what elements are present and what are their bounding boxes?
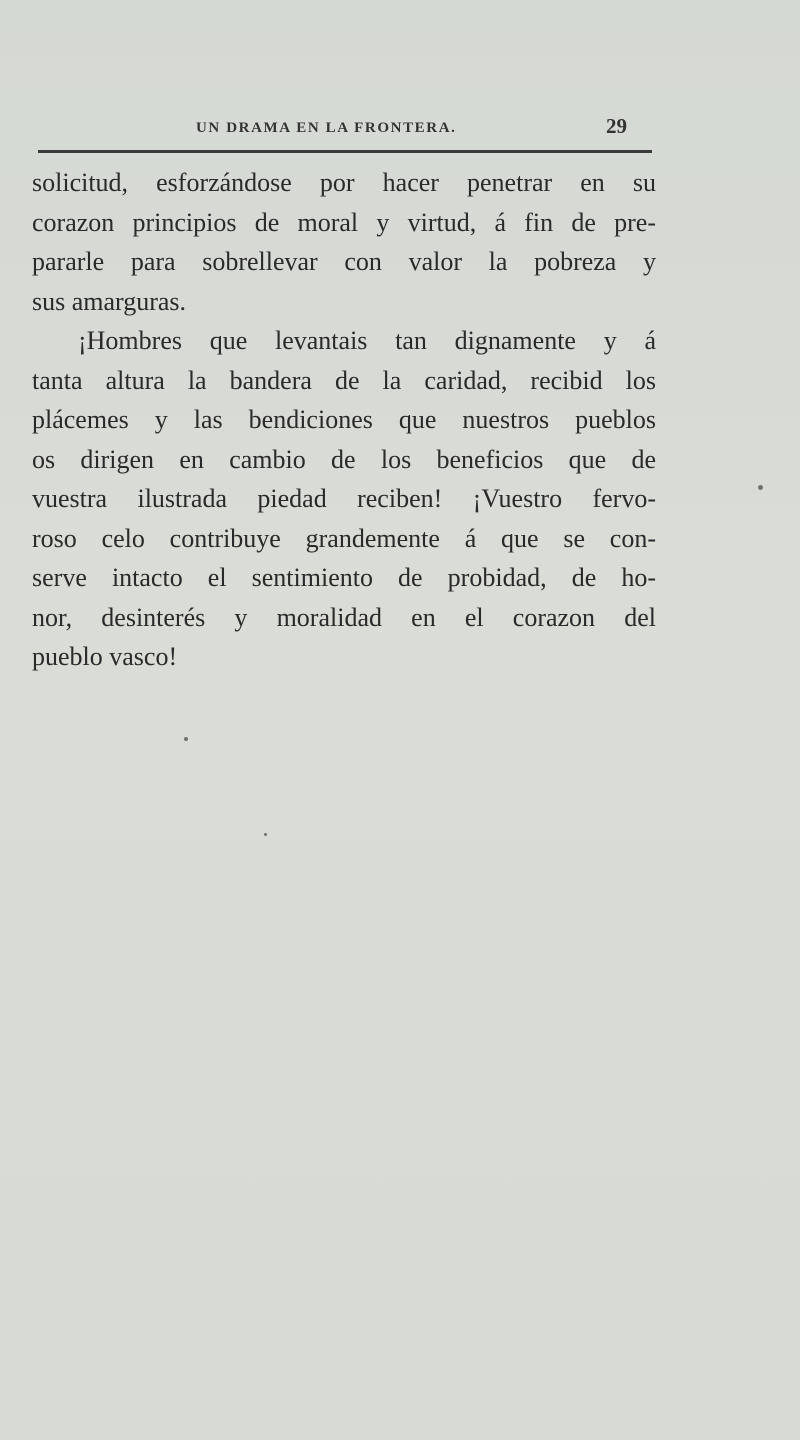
paragraph xyxy=(32,163,656,321)
running-head xyxy=(0,112,800,142)
paper-speck xyxy=(758,485,763,490)
paragraph xyxy=(32,321,656,677)
text-line: solicitud, esforzándose por hacer penetrar en su xyxy=(32,168,656,197)
text-line: sus amarguras. xyxy=(32,286,187,316)
running-title: UN DRAMA EN LA FRONTERA. xyxy=(196,120,457,136)
text-line: pueblo vasco! xyxy=(32,642,178,671)
paper-speck xyxy=(184,737,188,741)
paper-speck xyxy=(264,833,267,836)
text-line: roso celo contribuye grandemente á que se con- xyxy=(32,523,656,553)
header-rule xyxy=(38,150,652,153)
text-line: ¡Hombres que levantais tan dignamente y á xyxy=(78,326,656,355)
text-line: serve intacto el sentimiento de probidad, de ho- xyxy=(32,563,656,592)
page-number: 29 xyxy=(606,114,627,138)
text-line: os dirigen en cambio de los beneficios que de xyxy=(32,444,656,474)
body-text xyxy=(32,163,656,677)
text-line: plácemes y las bendiciones que nuestros pueblos xyxy=(32,405,656,434)
text-line: tanta altura la bandera de la caridad, recibid los xyxy=(32,365,656,395)
text-line: nor, desinterés y moralidad en el corazon del xyxy=(32,602,656,632)
text-line: pararle para sobrellevar con valor la pobreza y xyxy=(32,247,656,276)
text-line: corazon principios de moral y virtud, á fin de pre- xyxy=(32,207,656,237)
text-line: vuestra ilustrada piedad reciben! ¡Vuestro fervo- xyxy=(32,484,656,513)
